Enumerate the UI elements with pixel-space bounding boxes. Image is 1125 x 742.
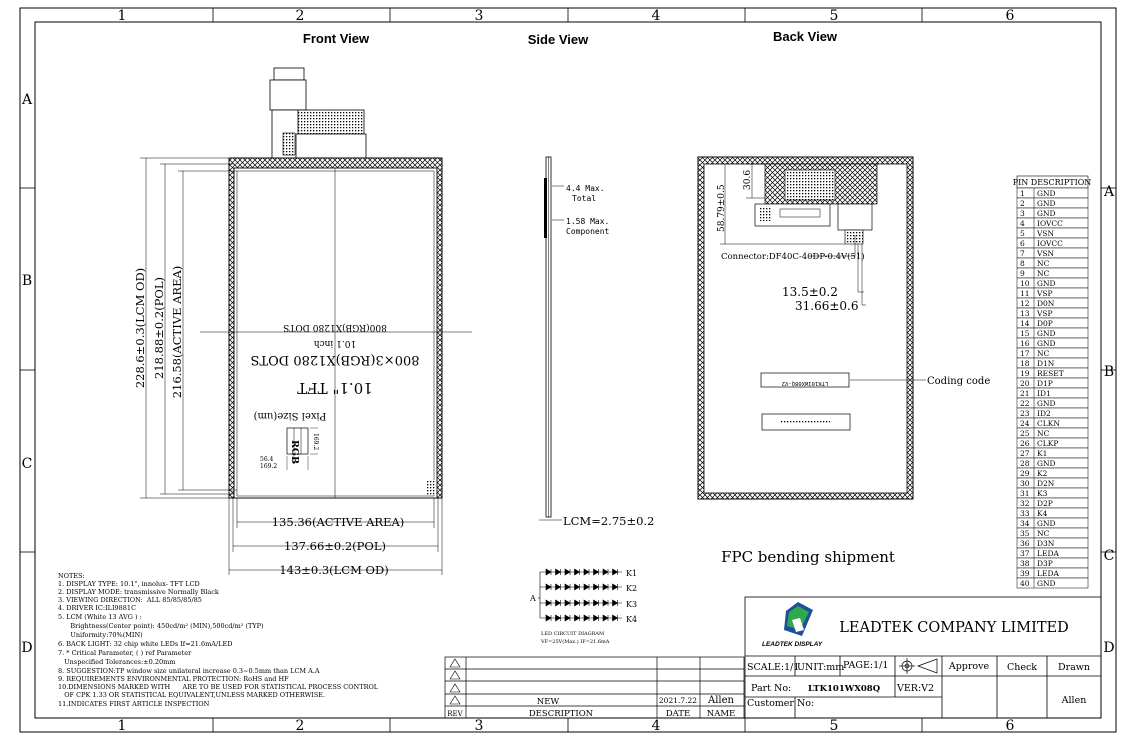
pin-table-title: PIN DESCRIPTION [1012,178,1092,187]
revision-block [445,657,744,719]
pin-signal: IOVCC [1037,219,1063,228]
pin-number: 4 [1020,219,1025,228]
note-line: OF CPK 1.33 OR STATISTICAL EQUIVALENT,UNLESS MARKED OTHERWISE. [58,691,326,699]
rev-new: NEW [536,697,560,707]
check-header: Check [1006,662,1038,673]
grid-col-3-top: 3 [474,8,484,24]
pin-number: 21 [1020,389,1030,398]
dim-58-79: 58.79±0.5 [717,184,727,232]
led-diode-icon [584,584,589,590]
pin-signal: CLKP [1037,439,1059,448]
pin-number: 30 [1020,479,1030,488]
pixel-height: 169.2 [312,433,319,451]
part-no-label: Part No: [751,683,792,694]
drawn-name: Allen [1061,695,1087,706]
pin-number: 1 [1020,189,1025,198]
grid-col-3-bottom: 3 [474,718,484,734]
pin-signal: GND [1037,399,1056,408]
connector-label: Connector:DF40C-40DP-0.4V(51) [721,252,865,262]
note-line: 1. DISPLAY TYPE: 10.1", innolux- TFT LCD [58,580,200,588]
pixel-width: 169.2 [260,463,278,470]
pin-signal: NC [1037,349,1050,358]
pin-signal: LEDA [1037,569,1059,578]
pin-number: 40 [1020,579,1030,588]
grid-row-c-left: C [21,456,33,472]
pin-signal: K4 [1037,509,1048,518]
led-diode-icon [565,600,570,606]
side-lcm-thickness: LCM=2.75±0.2 [563,514,655,528]
led-k1-label: K1 [626,569,638,578]
grid-col-2-bottom: 2 [295,718,305,734]
note-line: 7. * Critical Parameter, ( ) ref Parameter [58,649,192,657]
grid-row-b-left: B [21,273,33,289]
coding-code-label: Coding code [927,376,991,387]
pin-signal: D3P [1037,559,1053,568]
led-diode-icon [613,569,618,575]
pin-signal: D1N [1037,359,1055,368]
pin-signal: GND [1037,189,1056,198]
led-diode-icon [565,584,570,590]
led-diode-icon [594,615,599,621]
pin-number: 34 [1020,519,1030,528]
notes-block [58,572,379,708]
led-diode-icon [546,584,551,590]
dim-lcm-od-horizontal: 143±0.3(LCM OD) [279,563,389,577]
pin-signal: ID1 [1037,389,1051,398]
grid-col-4-bottom: 4 [651,718,661,734]
led-diode-icon [613,600,618,606]
grid-row-a-left: A [21,92,33,108]
led-diode-icon [556,584,561,590]
title-block [745,597,1101,718]
dim-13-5: 13.5±0.2 [782,285,838,299]
note-line: 2. DISPLAY MODE: transmissive Normally Black [58,588,219,596]
pin-signal: NC [1037,259,1050,268]
pin-number: 10 [1020,279,1030,288]
projection-symbol [899,658,937,674]
rgb-label: RGB [289,440,300,465]
led-anode-label: A [530,594,536,603]
front-view [133,68,472,577]
pin-number: 35 [1020,529,1030,538]
pin-signal: D0N [1037,299,1055,308]
led-k4-label: K4 [626,615,638,624]
note-line: Uniformity:70%(MIN) [58,631,143,639]
version-cell: VER:V2 [897,683,935,694]
dim-active-area-horizontal: 135.36(ACTIVE AREA) [271,515,405,529]
note-line: 11.INDICATES FIRST ARTICLE INSPECTION [58,700,210,708]
led-diode-icon [565,569,570,575]
grid-col-6-bottom: 6 [1005,718,1015,734]
size-large-text: 10.1" TFT [297,379,373,397]
date-header: DATE [665,709,691,719]
pin-signal: D2N [1037,479,1055,488]
led-diode-icon [584,615,589,621]
company-name: LEADTEK COMPANY LIMITED [839,620,1069,636]
led-diode-icon [565,615,570,621]
pin-number: 6 [1020,239,1025,248]
grid-row-a-right: A [1103,184,1115,200]
led-circuit-diagram [529,569,637,645]
pin-signal: GND [1037,329,1056,338]
rev-date: 2021.7.22 [658,696,698,705]
dim-active-area-vertical: 216.58(ACTIVE AREA) [170,265,184,399]
led-diode-icon [556,569,561,575]
pin-number: 39 [1020,569,1030,578]
description-header: DESCRIPTION [528,709,594,719]
drawn-header: Drawn [1057,662,1091,673]
logo-text: LEADTEK DISPLAY [762,641,823,648]
pin-number: 24 [1020,419,1030,428]
pin-number: 20 [1020,379,1030,388]
pin-row [1017,268,1088,278]
led-diode-icon [603,569,608,575]
pin-number: 28 [1020,459,1030,468]
note-line: Unspecified Tolerances:±0.20mm [58,658,176,666]
pin-signal: VSP [1037,309,1053,318]
pin-number: 15 [1020,329,1030,338]
pin-signal: GND [1037,279,1056,288]
pin-number: 19 [1020,369,1030,378]
grid-row-c-right: C [1103,548,1115,564]
pixel-size-label: Pixel Size(um) [253,410,327,421]
pin-signal: D3N [1037,539,1055,548]
led-diode-icon [575,600,580,606]
pin-number: 2 [1020,199,1025,208]
pin-number: 17 [1020,349,1030,358]
pin-signal: CLKN [1037,419,1060,428]
pin-number: 18 [1020,359,1030,368]
led-k3-label: K3 [626,600,638,609]
note-line: 3. VIEWING DIRECTION: ALL 85/85/85/85 [58,596,202,604]
side-component-value: 1.58 Max. [566,217,610,226]
pin-number: 22 [1020,399,1030,408]
pin-number: 23 [1020,409,1030,418]
dim-31-66: 31.66±0.6 [795,299,859,313]
pin-signal: NC [1037,429,1050,438]
led-diagram-sub: VF=25V(Max.) IF=21.6mA [541,639,610,645]
side-total-label: Total [572,194,597,203]
led-diode-icon [584,569,589,575]
grid-col-6-top: 6 [1005,8,1015,24]
grid-col-5-top: 5 [829,8,839,24]
note-line: Brightness(Center point): 450cd/m² (MIN),500cd/m² (TYP) [58,622,264,630]
fpc-bending-text: FPC bending shipment [721,548,895,566]
grid-col-4-top: 4 [651,8,661,24]
note-line: 4. DRIVER IC:ILI9881C [58,604,137,612]
side-view-title: Side View [527,32,589,47]
back-view [698,157,990,566]
pin-signal: K3 [1037,489,1048,498]
note-line: 6. BACK LIGHT: 32 chip white LEDs If=21.6mA/LED [58,640,233,648]
led-diode-icon [603,615,608,621]
name-header: NAME [706,709,736,719]
pin-signal: GND [1037,209,1056,218]
grid-col-5-bottom: 5 [829,718,839,734]
pin-signal: D2P [1037,499,1053,508]
pin-row [1017,258,1088,268]
scale-cell: SCALE:1/1 [747,662,800,673]
pin-number: 31 [1020,489,1030,498]
led-diode-icon [603,600,608,606]
page-cell: PAGE:1/1 [843,660,889,671]
led-diode-icon [613,615,618,621]
pin-number: 27 [1020,449,1030,458]
led-diode-icon [613,584,618,590]
led-diode-icon [546,600,551,606]
grid-col-2-top: 2 [295,8,305,24]
side-component-label: Component [566,227,610,236]
pin-signal: ID2 [1037,409,1051,418]
note-line: 5. LCM (White 13 AVG ) : [58,613,142,621]
approve-header: Approve [948,661,990,672]
led-diode-icon [556,615,561,621]
led-diode-icon [594,584,599,590]
pin-number: 25 [1020,429,1030,438]
pin-signal: K1 [1037,449,1048,458]
led-diagram-title: LED CIRCUIT DIAGRAM [541,631,605,637]
pin-number: 13 [1020,309,1030,318]
pin-number: 38 [1020,559,1030,568]
front-view-title: Front View [302,31,370,46]
led-diode-icon [594,600,599,606]
grid-col-1-bottom: 1 [117,718,127,734]
dim-30-6: 30.6 [743,169,753,190]
pin-number: 36 [1020,539,1030,548]
pin-signal: RESET [1037,369,1064,378]
pin-number: 12 [1020,299,1030,308]
pin-number: 32 [1020,499,1030,508]
pin-number: 11 [1020,289,1030,298]
coding-label-box-text: LTK101WX08Q-V2 [781,380,829,386]
led-diode-icon [603,584,608,590]
pin-signal: D1P [1037,379,1053,388]
rev-header: REV [447,710,463,718]
grid-row-d-right: D [1103,640,1115,656]
pin-number: 26 [1020,439,1030,448]
unit-cell: UNIT:mm [797,662,845,673]
pin-number: 16 [1020,339,1030,348]
pin-number: 7 [1020,249,1025,258]
led-diode-icon [546,615,551,621]
dim-pol-horizontal: 137.66±0.2(POL) [284,539,386,553]
pin-signal: VSN [1037,249,1055,258]
customer-no-label: Customer No: [747,698,815,709]
pixel-width-sub: 56.4 [260,456,274,463]
pin-signal: NC [1037,529,1050,538]
note-line: 9. REQUIREMENTS ENVIRONMENTAL PROTECTION: RoHS and HF [58,675,289,683]
pin-number: 37 [1020,549,1030,558]
note-line: 10.DIMENSIONS MARKED WITH ARE TO BE USED FOR STATISTICAL PROCESS CONTROL [58,683,379,691]
pin-signal: IOVCC [1037,239,1063,248]
grid-col-1-top: 1 [117,8,127,24]
size-small-text: 10.1 inch [313,338,357,348]
pin-number: 9 [1020,269,1025,278]
note-line: NOTES: [58,572,85,580]
grid-row-b-right: B [1103,364,1115,380]
pin-signal: VSP [1037,289,1053,298]
pin-description-table [1013,176,1092,588]
dim-lcm-od-vertical: 228.6±0.3(LCM OD) [133,267,147,389]
part-no-value: LTK101WX08Q [808,684,881,694]
pin-signal: K2 [1037,469,1048,478]
note-line: 8. SUGGESTION:TP window size unilateral increase 0.3~0.5mm than LCM A.A [58,667,320,675]
pin-signal: NC [1037,269,1050,278]
pin-signal: LEDA [1037,549,1059,558]
side-total-value: 4.4 Max. [566,184,605,193]
pin-signal: GND [1037,519,1056,528]
leadtek-logo [762,602,823,648]
pin-signal: GND [1037,339,1056,348]
pin-number: 8 [1020,259,1025,268]
pin-signal: GND [1037,459,1056,468]
led-diode-icon [594,569,599,575]
pin-number: 3 [1020,209,1025,218]
dim-pol-vertical: 218.88±0.2(POL) [152,277,166,379]
pin-number: 14 [1020,319,1030,328]
pin-signal: D0P [1037,319,1053,328]
pin-signal: GND [1037,579,1056,588]
led-k2-label: K2 [626,584,638,593]
led-diode-icon [575,584,580,590]
led-diode-icon [546,569,551,575]
pin-number: 5 [1020,229,1025,238]
led-diode-icon [575,615,580,621]
pin-number: 29 [1020,469,1030,478]
pin-signal: VSN [1037,229,1055,238]
pin-signal: GND [1037,199,1056,208]
pin-number: 33 [1020,509,1030,518]
led-diode-icon [584,600,589,606]
grid-row-d-left: D [21,640,33,656]
side-view [539,157,654,528]
resolution-large-text: 800×3(RGB)X1280 DOTS [250,352,420,367]
resolution-small-text: 800(RGB)X1280 DOTS [283,322,387,332]
led-diode-icon [575,569,580,575]
led-diode-icon [556,600,561,606]
back-view-title: Back View [772,29,838,44]
rev-name: Allen [708,695,734,706]
